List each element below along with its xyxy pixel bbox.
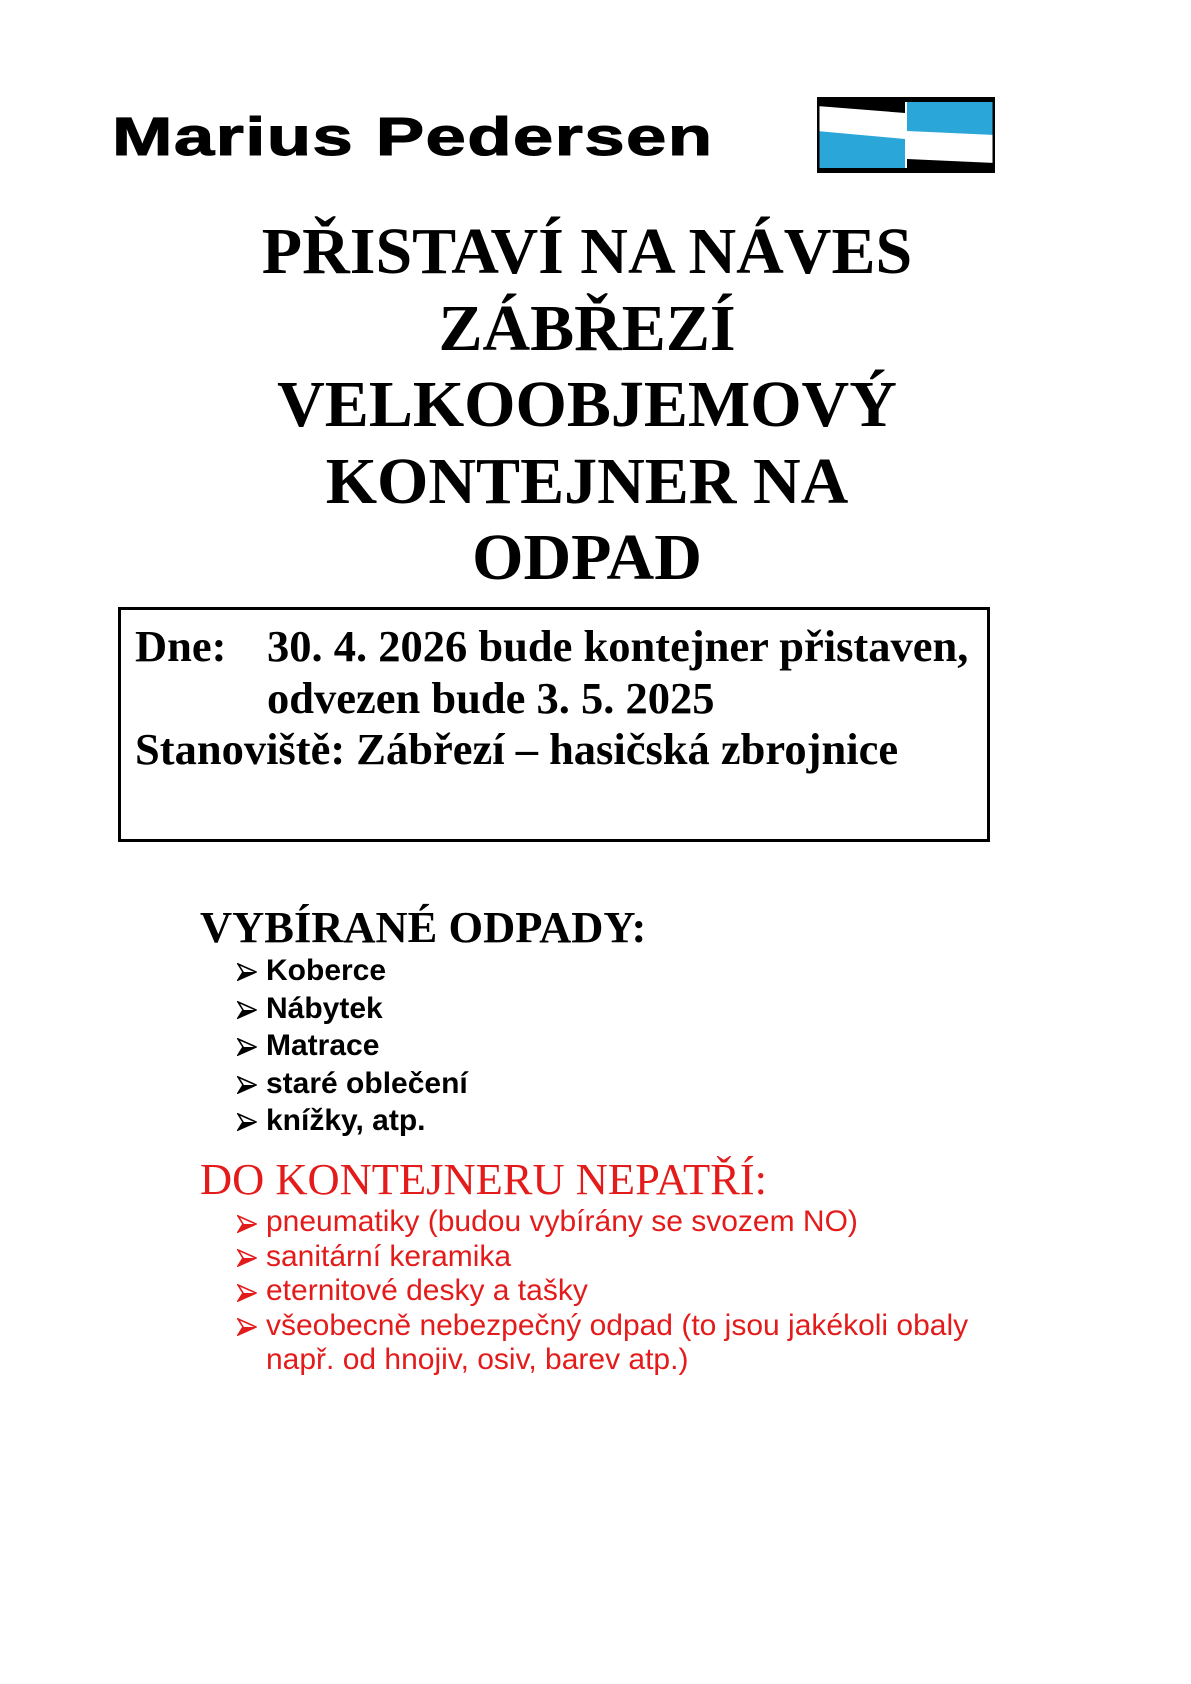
list-item (237, 1240, 968, 1275)
notice-heading (150, 214, 1024, 597)
rejected-waste-title: DO KONTEJNERU NEPATŘÍ: (200, 1154, 767, 1204)
accepted-waste-title: VYBÍRANÉ ODPADY: (200, 902, 647, 952)
arrowhead-bullet-icon (237, 1249, 257, 1267)
list-item (237, 1027, 468, 1065)
list-item-text: eternitové desky a tašky (266, 1274, 588, 1307)
date-value-line: 30. 4. 2026 bude kontejner přistaven, (267, 621, 969, 671)
heading-line: ZÁBŘEZÍ (438, 291, 736, 365)
marius-pedersen-flag-logo (817, 97, 995, 173)
rejected-waste-list (237, 1205, 968, 1378)
location-value: Zábřezí – hasičská zbrojnice (356, 724, 899, 774)
date-label-spacer (135, 673, 267, 725)
arrowhead-bullet-icon (237, 1001, 257, 1019)
heading-line: KONTEJNER NA (325, 444, 849, 518)
flag-logo-icon (817, 97, 995, 173)
list-item-text: Matrace (266, 1029, 380, 1062)
list-item (237, 1309, 968, 1378)
list-item-text: sanitární keramika (266, 1239, 512, 1273)
arrowhead-bullet-icon (237, 1318, 257, 1336)
arrowhead-bullet-icon (237, 1076, 257, 1094)
arrowhead-bullet-icon (237, 1215, 257, 1233)
list-item-text-continued: např. od hnojiv, osiv, barev atp.) (266, 1343, 689, 1376)
arrowhead-bullet-icon (237, 1284, 257, 1302)
list-item (237, 1102, 468, 1140)
list-item (237, 1205, 968, 1240)
list-item (237, 1065, 468, 1103)
heading-line: ODPAD (472, 521, 702, 594)
date-row (135, 621, 987, 673)
location-row (135, 724, 987, 776)
date-row-continued (135, 673, 987, 725)
heading-line: PŘISTAVÍ NA NÁVES (261, 215, 913, 288)
list-item-text: staré oblečení (266, 1066, 468, 1100)
list-item (237, 1274, 968, 1309)
heading-line: VELKOOBJEMOVÝ (277, 368, 897, 441)
list-item-text: Nábytek (266, 991, 383, 1025)
list-item (237, 990, 468, 1028)
list-item-text: pneumatiky (budou vybírány se svozem NO) (266, 1205, 858, 1238)
accepted-waste-list (237, 952, 468, 1140)
date-location-box (118, 607, 990, 842)
company-wordmark: Marius Pedersen (112, 107, 714, 167)
date-label: Dne: (135, 621, 227, 671)
location-label: Stanoviště: (135, 724, 346, 774)
arrowhead-bullet-icon (237, 963, 257, 981)
date-value-line: odvezen bude 3. 5. 2025 (267, 672, 715, 723)
arrowhead-bullet-icon (237, 1113, 257, 1131)
list-item-text: knížky, atp. (266, 1104, 426, 1137)
list-item-text: všeobecně nebezpečný odpad (to jsou jakékoli obaly (266, 1308, 969, 1342)
list-item (237, 952, 468, 990)
arrowhead-bullet-icon (237, 1038, 257, 1056)
list-item-text: Koberce (266, 954, 387, 987)
